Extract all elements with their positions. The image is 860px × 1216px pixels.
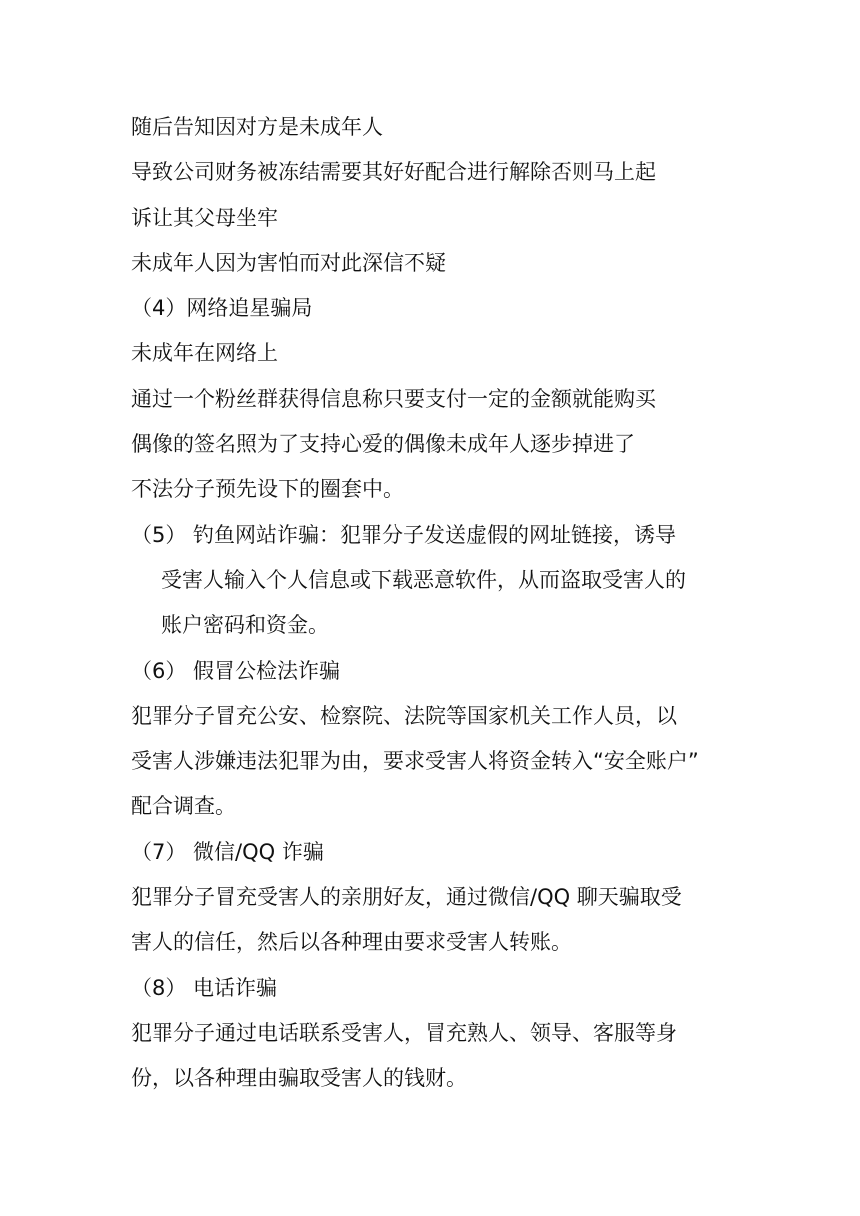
list-item-heading: （5） 钓鱼网站诈骗：犯罪分子发送虚假的网址链接，诱导: [131, 522, 677, 547]
text-line: 配合调查。: [131, 794, 236, 819]
section-heading: （4）网络追星骗局: [131, 296, 313, 321]
text-line: 不法分子预先设下的圈套中。: [131, 477, 404, 502]
section-heading: （6） 假冒公检法诈骗: [131, 658, 341, 683]
section-heading: （7） 微信/QQ 诈骗: [131, 839, 324, 864]
text-line: 诉让其父母坐牢: [131, 205, 278, 230]
text-line: 账户密码和资金。: [161, 613, 329, 638]
text-line: 犯罪分子通过电话联系受害人，冒充熟人、领导、客服等身: [131, 1020, 677, 1045]
text-line: 犯罪分子冒充公安、检察院、法院等国家机关工作人员，以: [131, 703, 677, 728]
section-heading: （8） 电话诈骗: [131, 975, 278, 1000]
text-line: 犯罪分子冒充受害人的亲朋好友，通过微信/QQ 聊天骗取受: [131, 885, 682, 910]
text-line: 害人的信任，然后以各种理由要求受害人转账。: [131, 930, 572, 955]
document-body: [131, 105, 731, 1102]
text-line: 随后告知因对方是未成年人: [131, 115, 383, 139]
text-line: 受害人涉嫌违法犯罪为由，要求受害人将资金转入“安全账户”: [131, 749, 699, 774]
text-line: 未成年在网络上: [131, 341, 278, 366]
text-line: 受害人输入个人信息或下载恶意软件，从而盗取受害人的: [161, 567, 686, 592]
text-line: 通过一个粉丝群获得信息称只要支付一定的金额就能购买: [131, 386, 656, 411]
text-line: 导致公司财务被冻结需要其好好配合进行解除否则马上起: [131, 160, 656, 185]
text-line: 未成年人因为害怕而对此深信不疑: [131, 250, 446, 275]
text-line: 份，以各种理由骗取受害人的钱财。: [131, 1066, 467, 1091]
text-line: 偶像的签名照为了支持心爱的偶像未成年人逐步掉进了: [131, 432, 635, 457]
